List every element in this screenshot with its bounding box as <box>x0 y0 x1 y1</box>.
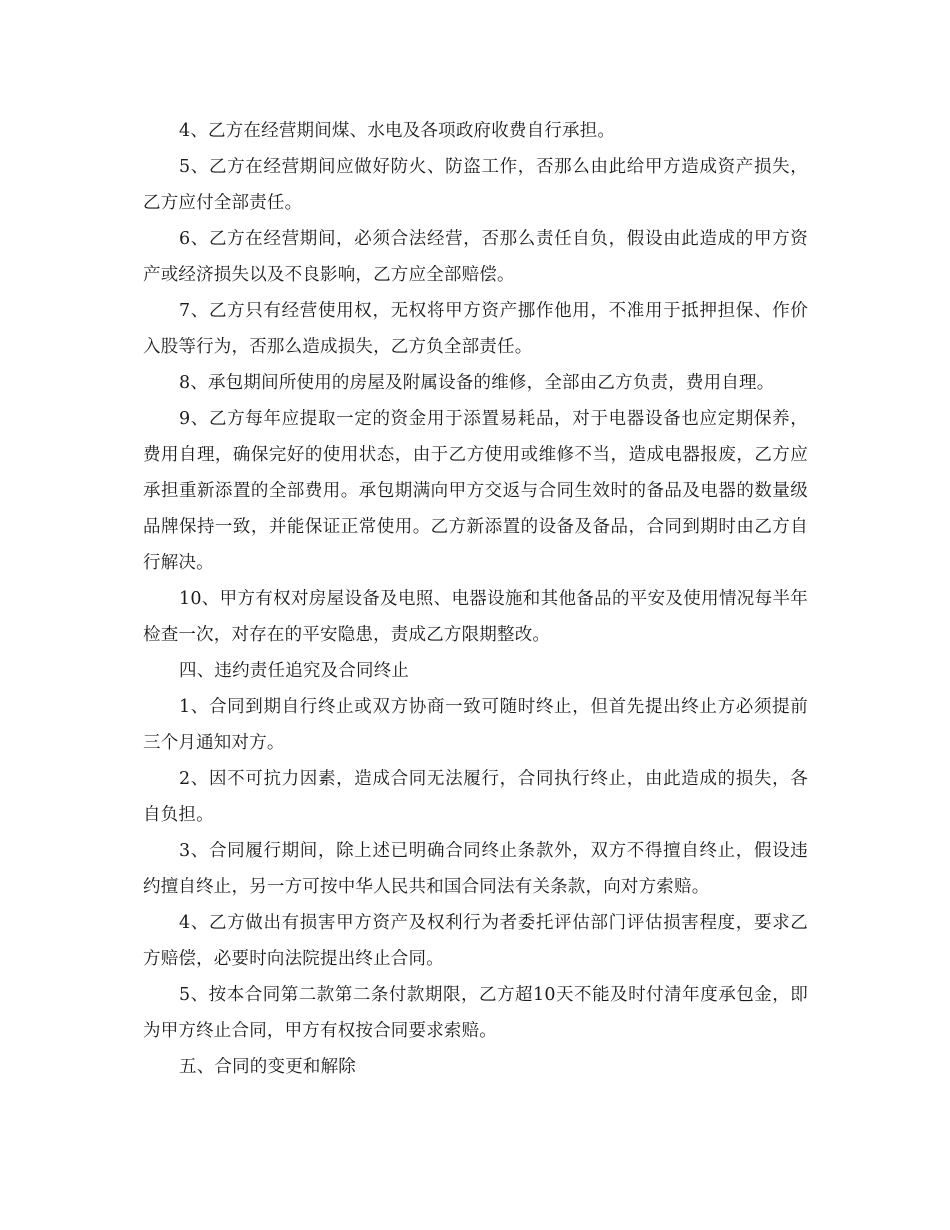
clause-paragraph: 9、乙方每年应提取一定的资金用于添置易耗品，对于电器设备也应定期保养，费用自理，确保完好的使用状态，由于乙方使用或维修不当，造成电器报废，乙方应承担重新添置的全部费用。承包期满向甲方交返与合同生效时的备品及电器的数量级品牌保持一致，并能保证正常使用。乙方新添置的设备及备品，合同到期时由乙方自行解决。 <box>143 409 808 573</box>
clause-paragraph: 5、乙方在经营期间应做好防火、防盗工作，否那么由此给甲方造成资产损失，乙方应付全部责任。 <box>143 157 808 213</box>
section-heading: 五、合同的变更和解除 <box>179 1057 356 1077</box>
clause-paragraph: 4、乙方在经营期间煤、水电及各项政府收费自行承担。 <box>179 121 616 141</box>
clause-paragraph: 6、乙方在经营期间，必须合法经营，否那么责任自负，假设由此造成的甲方资产或经济损失以及不良影响，乙方应全部赔偿。 <box>143 229 808 285</box>
clause-paragraph: 1、合同到期自行终止或双方协商一致可随时终止，但首先提出终止方必须提前三个月通知对方。 <box>143 697 808 753</box>
clause-paragraph: 3、合同履行期间，除上述已明确合同终止条款外，双方不得擅自终止，假设违约擅自终止，另一方可按中华人民共和国合同法有关条款，向对方索赔。 <box>143 841 808 897</box>
clause-paragraph: 2、因不可抗力因素，造成合同无法履行，合同执行终止，由此造成的损失，各自负担。 <box>143 769 808 825</box>
clause-paragraph: 4、乙方做出有损害甲方资产及权利行为者委托评估部门评估损害程度，要求乙方赔偿，必要时向法院提出终止合同。 <box>143 913 808 969</box>
document-body <box>143 113 808 1085</box>
clause-paragraph: 7、乙方只有经营使用权，无权将甲方资产挪作他用，不准用于抵押担保、作价入股等行为，否那么造成损失，乙方负全部责任。 <box>143 301 808 357</box>
clause-paragraph: 5、按本合同第二款第二条付款期限，乙方超10天不能及时付清年度承包金，即为甲方终止合同，甲方有权按合同要求索赔。 <box>143 985 808 1041</box>
section-heading: 四、违约责任追究及合同终止 <box>179 661 410 681</box>
clause-paragraph: 8、承包期间所使用的房屋及附属设备的维修，全部由乙方负责，费用自理。 <box>179 373 775 393</box>
clause-paragraph: 10、甲方有权对房屋设备及电照、电器设施和其他备品的平安及使用情况每半年检查一次，对存在的平安隐患，责成乙方限期整改。 <box>143 589 808 645</box>
